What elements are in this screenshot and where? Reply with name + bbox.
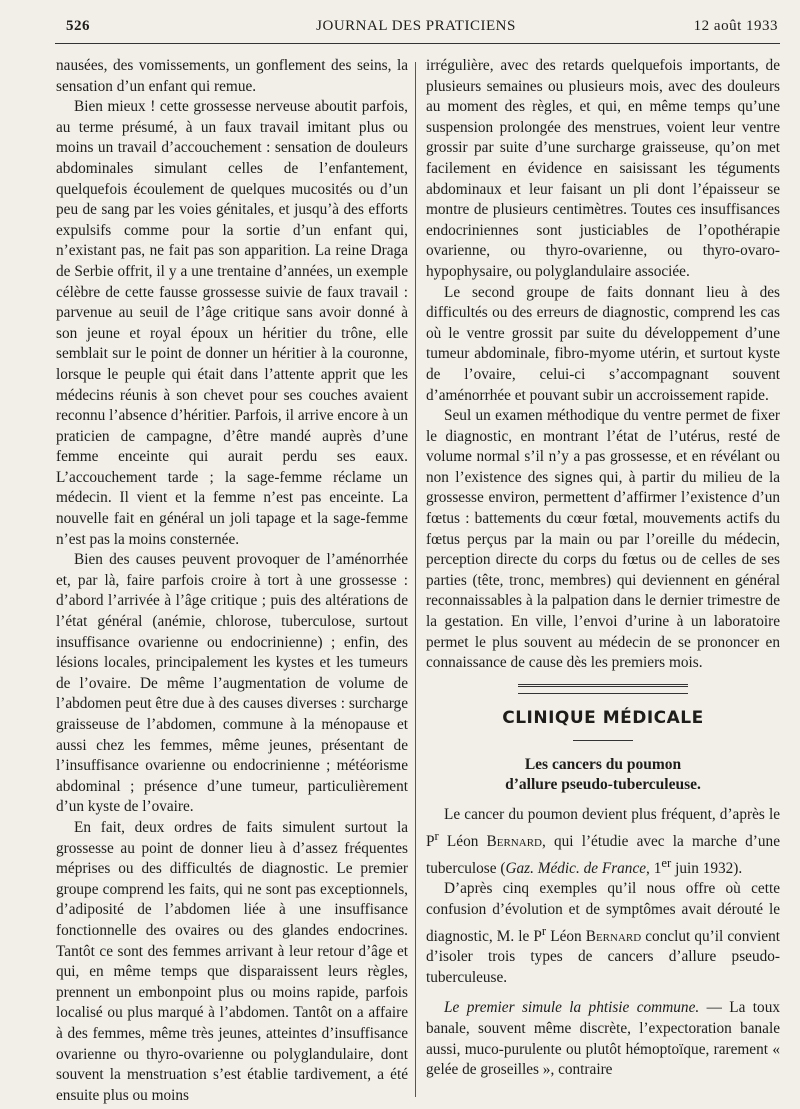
subheading-italic: Le premier simule la phtisie commune.	[444, 999, 700, 1017]
journal-reference: Gaz. Médic. de France	[505, 859, 647, 877]
article-title-line: d’allure pseudo-tuberculeuse.	[505, 776, 701, 794]
article-title	[426, 755, 780, 795]
right-column	[426, 56, 780, 1081]
paragraph: Seul un examen méthodique du ventre permet de fixer le diagnostic, en montrant l’état de l’utérus, resté de volume normal s’il n’y a pas grossesse, et en révélant ou non l’existence des signes qui, à partir du milieu de la grossesse environ, permettent d’affirmer l’existence d’un fœtus : battements du cœur fœtal, mouvements actifs du fœtus perçus par la main ou par l’oreille du médecin, perception directe du corps du fœtus ou de celles de ses parties (tête, tronc, membres) qui deviennent en général reconnaissables à la palpation dans le dernier trimestre de la gestation. En ville, l’envoi d’urine à un laboratoire permet le plus souvent au médecin de se prononcer en connaissance de cause dès les premiers mois.	[426, 407, 780, 672]
section-separator	[518, 684, 688, 694]
title-rule	[573, 740, 633, 741]
article-title-line: Les cancers du poumon	[524, 756, 682, 774]
section-title: CLINIQUE MÉDICALE	[502, 707, 704, 728]
paragraph: Bien des causes peuvent provoquer de l’aménorrhée et, par là, faire parfois croire à tort à une grossesse : d’abord l’arrivée à l’âge critique ; puis des altérations de l’état général (anémie, chlorose, tuberculose, surtout insuffisance ovarienne ou endocrinienne) ; enfin, des lésions locales, principalement les kystes et les tumeurs de l’ovaire. De même l’augmentation de volume de l’abdomen peut être due à des causes diverses : surcharge graisseuse de l’abdomen, commune à la ménopause et aussi chez les femmes, même jeunes, présentant de l’insuffisance ovarienne ou endocrinienne ; météorisme abdominal ; présence d’une tumeur, particulièrement d’un kyste de l’ovaire.	[56, 551, 408, 816]
left-column	[56, 56, 408, 1106]
header-rule	[55, 43, 780, 44]
column-divider	[415, 62, 416, 1097]
running-header	[52, 18, 780, 40]
author-name: Bernard	[486, 833, 542, 851]
author-name: Bernard	[585, 927, 642, 945]
journal-title: JOURNAL DES PRATICIENS	[316, 18, 516, 34]
article-paragraph: Le cancer du poumon devient plus fréquent, d’après le $P^r$ Léon Bernard, qui l’étudie avec la marche d’une tuberculose (Gaz. Médic. de France, 1er juin 1932).	[426, 806, 780, 877]
paragraph: Le second groupe de faits donnant lieu à des difficultés ou des erreurs de diagnostic, comprend les cas où le ventre grossit par suite du développement d’une tumeur abdominale, fibro-myome utérin, et surtout kyste de l’ovaire, celui-ci s’accompagnant souvent d’aménorrhée et pouvant subir un accroissement rapide.	[426, 283, 780, 404]
paragraph: nausées, des vomissements, un gonflement des seins, la sensation d’un enfant qui remue.	[56, 57, 408, 95]
issue-date: 12 août 1933	[693, 18, 778, 34]
paragraph: irrégulière, avec des retards quelquefois importants, de plusieurs semaines ou plusieurs mois, avec des douleurs au moment des règles, et qui, en même temps qu’une suspension prolongée des menstrues, voient leur ventre grossir par suite d’une surcharge graisseuse, qu’on met facilement en évidence en saisissant les téguments abdominaux et leur faisant un pli dont l’épaisseur se montre de plusieurs centimètres. Toutes ces insuffisances endocriniennes sont justiciables de l’opothérapie ovarienne, ou thyro-ovarienne, ou thyro-ovaro-hypophysaire, ou polyglandulaire associée.	[426, 57, 780, 280]
article-paragraph: Le premier simule la phtisie commune. — La toux banale, souvent même discrète, l’expectoration banale aussi, muco-purulente ou plutôt hémoptoïque, rarement « gelée de groseilles », contraire	[426, 999, 780, 1079]
page-number: 526	[66, 18, 90, 34]
paragraph: Bien mieux ! cette grossesse nerveuse aboutit parfois, au terme présumé, à un faux travail imitant plus ou moins un travail d’accouchement : sensation de douleurs abdominales simulant celles de l’enfantement, quelquefois écoulement de quelques mucosités ou d’un peu de sang par les voies génitales, et jusqu’à des efforts expulsifs comme pour la sortie d’un enfant qui, n’existant pas, ne fait pas son apparition. La reine Draga de Serbie offrit, il y a une trentaine d’années, un exemple célèbre de cette fausse grossesse suivie de faux travail : parvenue au seuil de l’âge critique sans avoir donné à son jeune et royal époux un héritier du trône, elle semblait sur le point de donner un héritier à la couronne, lorsque le peuple qui était dans l’attente apprit que les médecins réunis à son chevet pour ses couches avaient reconnu l’absence d’héritier. Parfois, il arrive encore à un praticien de campagne, d’être mandé auprès d’une femme enceinte qui aurait perdu ses eaux. L’accouchement tarde ; la sage-femme réclame un médecin. Il vient et la femme n’est pas enceinte. La nouvelle fait en général un joli tapage et la sage-femme n’est pas la moins consternée.	[56, 98, 408, 548]
paragraph: En fait, deux ordres de faits simulent surtout la grossesse au point de donner lieu à d’assez fréquentes méprises ou des difficultés de diagnostic. Le premier groupe comprend les faits, qui ne sont pas exceptionnels, d’adiposité de l’abdomen liée à une insuffisance fonctionnelle des ovaires ou des glandes endocrines. Tantôt ce sont des femmes arrivant à leur retour d’âge et qui, en même temps que disparaissent leurs règles, prennent un embonpoint plus ou moins rapide, parfois localisé ou plus marqué à l’abdomen. Tantôt on a affaire à des femmes, même très jeunes, atteintes d’insuffisance ovarienne ou thyro-ovarienne ou polyglandulaire, dont souvent la menstruation s’est établie tardivement, a été ensuite plus ou moins	[56, 818, 408, 1104]
article-paragraph: D’après cinq exemples qu’il nous offre où cette confusion d’évolution et de symptômes avait dérouté le diagnostic, M. le $P^r$ Léon Bernard conclut qu’il convient d’isoler trois types de cancers d’allure pseudo-tuberculeuse.	[426, 880, 780, 986]
